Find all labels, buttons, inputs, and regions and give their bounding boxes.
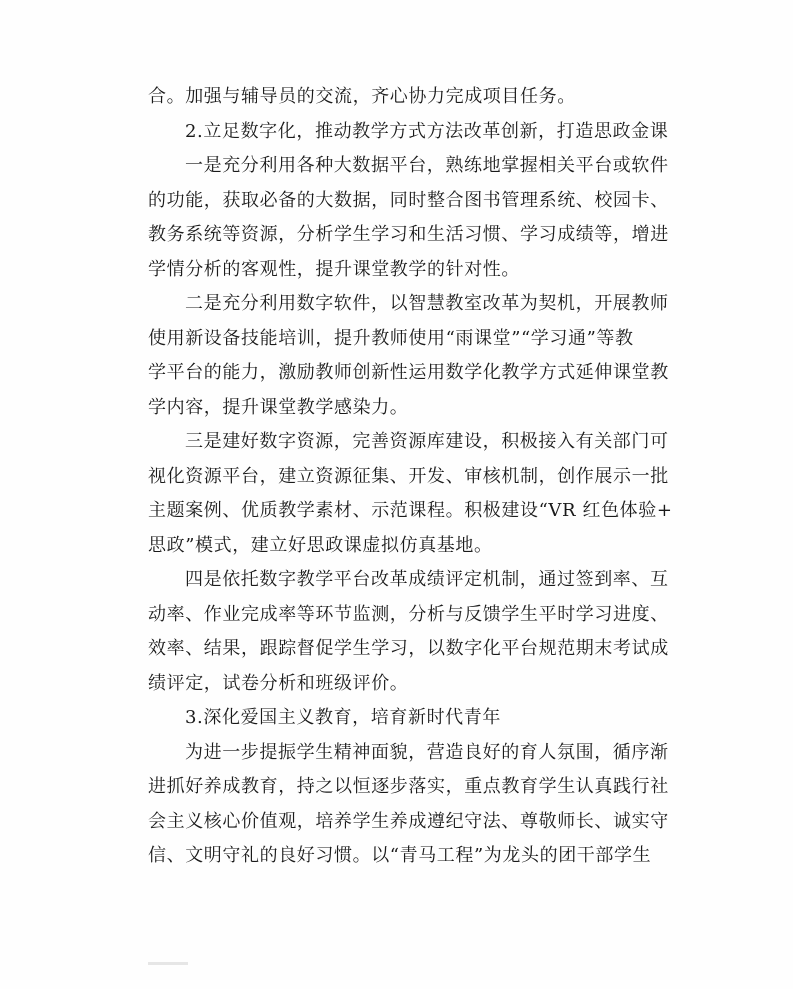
text-line: 三是建好数字资源，完善资源库建设，积极接入有关部门可: [185, 431, 669, 452]
text-line: 一是充分利用各种大数据平台，熟练地掌握相关平台或软件: [185, 155, 669, 176]
text-line: 信、文明守礼的良好习惯。以“青马工程”为龙头的团干部学生: [148, 845, 652, 866]
text-line: 学情分析的客观性，提升课堂教学的针对性。: [148, 258, 520, 280]
text-line: 动率、作业完成率等环节监测，分析与反馈学生平时学习进度、: [148, 603, 669, 625]
text-line: 为进一步提振学生精神面貌，营造良好的育人氛围，循序渐: [185, 741, 669, 763]
scan-artifact: [148, 962, 188, 965]
text-line: 四是依托数字教学平台改革成绩评定机制，通过签到率、互: [185, 569, 669, 590]
text-line: 进抓好养成教育，持之以恒逐步落实，重点教育学生认真践行社: [148, 776, 669, 797]
text-line: 学平台的能力，激励教师创新性运用数学化教学方式延伸课堂教: [148, 362, 669, 383]
text-line: 使用新设备技能培训，提升教师使用“雨课堂”“学习通”等教: [148, 327, 634, 349]
text-line: 教务系统等资源，分析学生学习和生活习惯、学习成绩等，增进: [148, 224, 669, 245]
text-line: 效率、结果，跟踪督促学生学习，以数字化平台规范期末考试成: [148, 638, 669, 659]
text-line: 思政”模式，建立好思政课虚拟仿真基地。: [148, 534, 493, 556]
text-line: 视化资源平台，建立资源征集、开发、审核机制，创作展示一批: [148, 465, 669, 487]
section-heading: 3.深化爱国主义教育，培育新时代青年: [185, 707, 501, 728]
document-body: [148, 80, 673, 874]
text-line: 合。加强与辅导员的交流，齐心协力完成项目任务。: [148, 86, 576, 107]
text-line: 会主义核心价值观，培养学生养成遵纪守法、尊敬师长、诚实守: [148, 810, 669, 832]
text-line: 二是充分利用数字软件，以智慧教室改革为契机，开展教师: [185, 293, 669, 314]
text-line: 绩评定，试卷分析和班级评价。: [148, 672, 409, 694]
section-heading: 2.立足数字化，推动教学方式方法改革创新，打造思政金课: [185, 120, 669, 142]
text-line: 主题案例、优质教学素材、示范课程。积极建设“VR 红色体验+: [148, 500, 673, 521]
text-line: 的功能，获取必备的大数据，同时整合图书管理系统、校园卡、: [148, 189, 669, 211]
text-line: 学内容，提升课堂教学感染力。: [148, 396, 409, 418]
